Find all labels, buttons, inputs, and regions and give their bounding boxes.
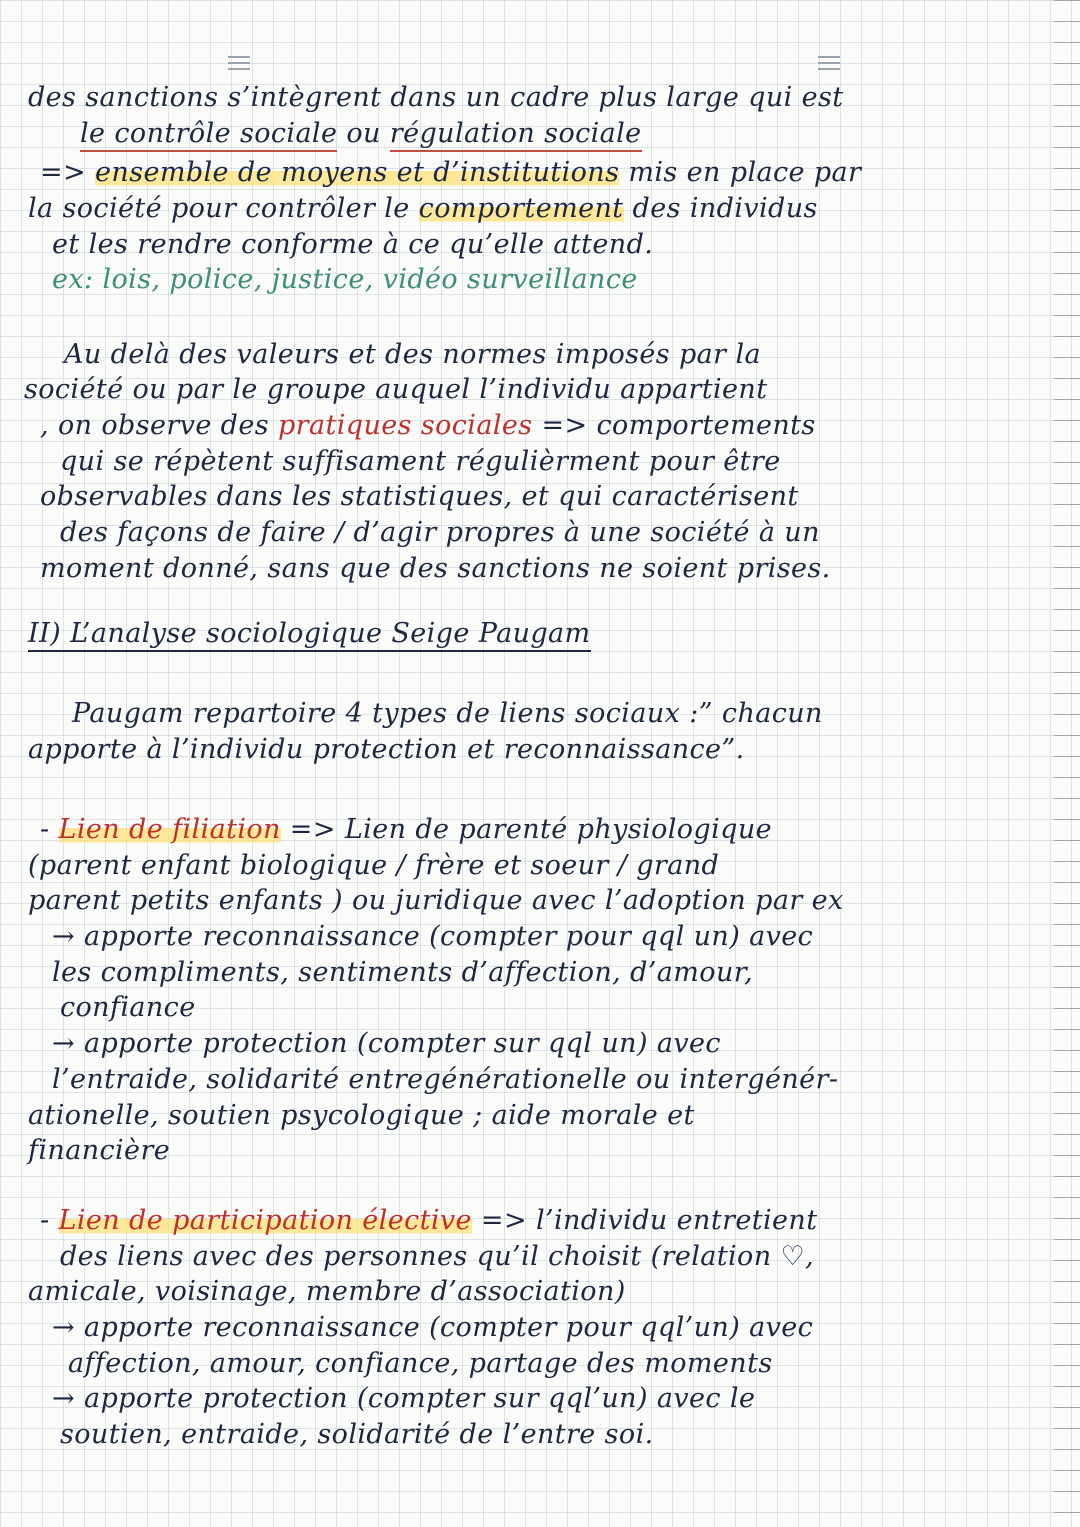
note-line-l16 [28,734,745,766]
note-segment: ex: lois, police, justice, vidéo surveillance [52,264,638,295]
note-line-l12 [60,517,820,549]
note-line-l23 [52,1028,721,1060]
note-segment: société ou par le groupe auquel l’individu appartient [24,374,768,405]
note-line-l11 [40,481,799,513]
note-segment: l’entraide, solidarité entregénérationelle ou intergénér- [52,1064,839,1095]
note-segment: Lien de filiation [58,814,281,845]
note-segment: des façons de faire / d’agir propres à une société à un [60,517,820,548]
note-segment: parent petits enfants ) ou juridique avec l’adoption par ex [28,885,844,916]
note-segment: → apporte protection (compter sur qql un) avec [52,1028,721,1059]
note-segment: observables dans les statistiques, et qui caractérisent [40,481,799,512]
note-segment: => [40,157,96,188]
note-line-l13 [40,553,831,585]
note-line-l32 [52,1383,755,1415]
note-segment: ou [337,118,390,149]
note-line-l27 [40,1205,817,1237]
note-segment: affection, amour, confiance, partage des moments [68,1348,773,1379]
note-segment: apporte à l’individu protection et reconnaissance”. [28,734,745,765]
note-line-l10 [60,446,781,478]
note-segment: → apporte reconnaissance (compter pour qql un) avec [52,921,814,952]
note-segment: la société pour contrôler le [28,193,419,224]
note-line-l01 [28,82,844,114]
note-segment: ensemble de moyens et d’institutions [95,157,620,188]
note-line-l07 [64,339,761,371]
note-line-l03 [40,157,861,189]
note-segment: L’analyse sociologique Seige Paugam [70,618,590,652]
note-segment: (parent enfant biologique / frère et soeur / grand [28,850,720,881]
note-segment: confiance [60,992,196,1023]
note-line-l04 [28,193,818,225]
note-segment: le contrôle sociale [80,118,337,152]
note-segment: comportement [418,193,624,224]
note-segment: des liens avec des personnes qu’il choisit (relation ♡, [60,1241,815,1272]
note-segment: amicale, voisinage, membre d’association) [28,1276,626,1307]
note-segment: ationelle, soutien psycologique ; aide morale et [28,1100,695,1131]
note-segment: Lien de participation élective [58,1205,472,1236]
note-segment: => Lien de parenté physiologique [280,814,772,845]
note-line-l05 [52,229,653,261]
note-segment: → apporte reconnaissance (compter pour qql’un) avec [52,1312,814,1343]
note-line-l25 [28,1100,695,1132]
note-line-l09 [40,410,816,442]
note-segment: Paugam repartoire 4 types de liens sociaux :” chacun [72,698,823,729]
note-segment: soutien, entraide, solidarité de l’entre soi. [60,1419,654,1450]
note-segment: - [40,1205,59,1236]
note-segment: pratiques sociales [278,410,533,441]
note-segment: => comportements [532,410,816,441]
note-line-l15 [72,698,823,730]
note-segment: les compliments, sentiments d’affection, d’amour, [52,957,754,988]
note-segment: => l’individu entretient [471,1205,818,1236]
note-segment: qui se répètent suffisament régulièrment pour être [60,446,781,477]
note-line-l30 [52,1312,813,1344]
note-segment: , on observe des [40,410,278,441]
note-line-l24 [52,1064,838,1096]
note-line-l17 [40,814,772,846]
note-segment: des sanctions s’intègrent dans un cadre plus large qui est [28,82,844,113]
note-line-l28 [60,1241,814,1273]
note-line-l29 [28,1276,626,1308]
note-line-l18 [28,850,719,882]
note-segment: → apporte protection (compter sur qql’un) avec le [52,1383,756,1414]
note-segment: - [40,814,59,845]
binder-hole-mark-right [818,56,840,72]
note-line-l31 [68,1348,773,1380]
note-line-l20 [52,921,813,953]
note-segment: moment donné, sans que des sanctions ne soient prises. [40,553,831,584]
note-segment: Au delà des valeurs et des normes imposés par la [64,339,761,370]
note-line-l22 [60,992,196,1024]
note-segment: des individus [623,193,818,224]
note-line-l02 [80,118,642,150]
note-line-l33 [60,1419,654,1451]
note-line-l08 [24,374,767,406]
note-line-l21 [52,957,753,989]
note-line-l26 [28,1135,170,1167]
note-segment: et les rendre conforme à ce qu’elle attend. [52,229,654,260]
note-segment: financière [28,1135,171,1166]
binder-hole-mark-left [228,56,250,72]
note-line-l14 [28,618,591,650]
note-line-l19 [28,885,844,917]
note-segment: II) [28,618,70,652]
note-segment: mis en place par [619,157,862,188]
note-line-l06 [52,264,638,296]
note-segment: régulation sociale [390,118,642,152]
right-margin-ruler [1054,0,1080,1527]
